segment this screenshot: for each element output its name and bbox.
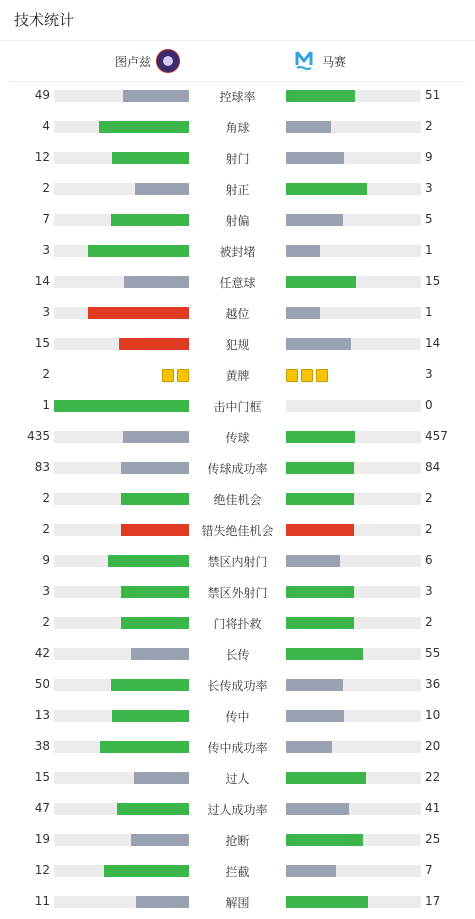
home-stat-bar-fill [54, 400, 189, 412]
home-stat-value: 9 [42, 553, 50, 567]
yellow-card-icon [177, 369, 189, 382]
stat-row [0, 484, 475, 515]
yellow-card-icon [316, 369, 328, 382]
home-stat-bar [54, 772, 189, 784]
away-stat-bar [286, 152, 421, 164]
stat-label: 控球率 [219, 90, 256, 104]
away-stat-bar-fill [286, 431, 355, 443]
away-stat-value: 55 [425, 646, 441, 660]
stat-label: 传球 [225, 431, 250, 445]
home-stat-bar-fill [131, 648, 189, 660]
home-stat-value: 2 [42, 615, 50, 629]
home-stat-value: 12 [34, 150, 50, 164]
home-stat-value: 42 [34, 646, 50, 660]
away-stat-bar [286, 772, 421, 784]
away-stat-value: 5 [425, 212, 433, 226]
stat-label: 传中 [225, 710, 250, 724]
page-title: 技术统计 [0, 0, 475, 41]
home-stat-bar [54, 338, 189, 350]
home-stat-bar [54, 493, 189, 505]
yellow-card-icon [286, 369, 298, 382]
away-stat-value: 3 [425, 181, 433, 195]
home-stat-value: 2 [42, 491, 50, 505]
away-stat-value: 7 [425, 863, 433, 877]
home-team-name: 图卢兹 [114, 54, 151, 69]
away-stat-bar-fill [286, 772, 366, 784]
away-stat-bar [286, 834, 421, 846]
away-stat-value: 41 [425, 801, 441, 815]
home-stat-bar-fill [136, 896, 189, 908]
home-stat-value: 49 [34, 88, 50, 102]
stat-label: 射门 [225, 152, 250, 166]
away-stat-value: 1 [425, 243, 433, 257]
stat-label: 禁区内射门 [207, 555, 268, 569]
stat-label: 越位 [225, 307, 250, 321]
away-stat-bar-fill [286, 586, 354, 598]
away-stat-bar-fill [286, 679, 343, 691]
home-stat-value: 15 [34, 770, 50, 784]
away-stat-bar-fill [286, 214, 343, 226]
yellow-card-icon [162, 369, 174, 382]
home-stat-bar [54, 710, 189, 722]
away-stat-bar [286, 276, 421, 288]
home-stat-bar [54, 152, 189, 164]
stat-row [0, 515, 475, 546]
stat-row [0, 298, 475, 329]
stat-row [0, 360, 475, 391]
away-stat-bar [286, 896, 421, 908]
away-stat-bar-fill [286, 710, 344, 722]
away-stat-bar-fill [286, 245, 320, 257]
home-stat-bar-fill [104, 865, 189, 877]
home-stat-bar-fill [119, 338, 189, 350]
away-team-name: 马赛 [322, 54, 347, 69]
home-stat-bar-fill [88, 245, 189, 257]
stat-row [0, 794, 475, 825]
home-stat-value: 14 [34, 274, 50, 288]
away-stat-bar [286, 710, 421, 722]
away-stat-bar-fill [286, 276, 356, 288]
stat-row [0, 608, 475, 639]
stat-label: 禁区外射门 [207, 586, 268, 600]
away-stat-value: 0 [425, 398, 433, 412]
home-stat-bar-fill [88, 307, 189, 319]
away-stat-value: 2 [425, 522, 433, 536]
stat-row [0, 205, 475, 236]
stat-label: 角球 [225, 121, 250, 135]
away-stat-bar [286, 307, 421, 319]
away-stat-bar [286, 741, 421, 753]
away-stat-bar-fill [286, 617, 354, 629]
stat-label: 任意球 [219, 276, 256, 290]
home-stat-bar-fill [111, 214, 189, 226]
stat-row [0, 391, 475, 422]
home-stat-value: 3 [42, 305, 50, 319]
stat-row [0, 546, 475, 577]
stat-label: 长传成功率 [207, 679, 268, 693]
away-stat-value: 84 [425, 460, 441, 474]
home-stat-value: 3 [42, 584, 50, 598]
home-stat-bar-fill [99, 121, 189, 133]
home-stat-value: 435 [27, 429, 50, 443]
stat-label: 射正 [225, 183, 250, 197]
stat-label: 被封堵 [219, 245, 256, 259]
away-stat-bar [286, 400, 421, 412]
away-stat-bar-fill [286, 183, 367, 195]
home-stat-bar-fill [108, 555, 189, 567]
away-stat-bar [286, 493, 421, 505]
away-stat-bar-fill [286, 338, 351, 350]
away-stat-value: 1 [425, 305, 433, 319]
home-stat-bar-fill [112, 152, 189, 164]
stat-row [0, 639, 475, 670]
away-stat-bar-fill [286, 524, 354, 536]
home-stat-bar-fill [121, 617, 189, 629]
away-stat-bar [286, 648, 421, 660]
stat-label: 解围 [225, 896, 250, 910]
stat-label: 长传 [225, 648, 250, 662]
stat-row [0, 112, 475, 143]
home-stat-value: 4 [42, 119, 50, 133]
home-stat-bar-fill [111, 679, 189, 691]
away-stat-bar [286, 214, 421, 226]
stat-label: 抢断 [225, 834, 250, 848]
stat-row [0, 174, 475, 205]
home-stat-value: 38 [34, 739, 50, 753]
home-stat-bar-fill [100, 741, 189, 753]
home-stat-value: 13 [34, 708, 50, 722]
stat-row [0, 701, 475, 732]
away-stat-bar [286, 338, 421, 350]
stat-row [0, 763, 475, 794]
stat-row [0, 887, 475, 918]
home-stat-value: 83 [34, 460, 50, 474]
stat-label: 过人 [225, 772, 250, 786]
home-stat-bar-fill [123, 90, 189, 102]
away-stat-bar [286, 183, 421, 195]
stat-row [0, 577, 475, 608]
away-stat-value: 15 [425, 274, 441, 288]
team-header [10, 41, 465, 82]
home-stat-bar [54, 431, 189, 443]
home-stat-bar [54, 896, 189, 908]
away-stat-bar [286, 865, 421, 877]
stat-label: 传球成功率 [207, 462, 268, 476]
away-stat-value: 51 [425, 88, 441, 102]
stat-label: 过人成功率 [207, 803, 268, 817]
marseille-crest-icon [292, 49, 316, 73]
home-stat-bar [54, 586, 189, 598]
stat-row [0, 81, 475, 112]
home-stat-bar-fill [121, 462, 189, 474]
home-stat-bar-fill [121, 586, 189, 598]
home-stat-bar [54, 307, 189, 319]
away-stat-value: 6 [425, 553, 433, 567]
away-stat-bar [286, 121, 421, 133]
stat-label: 射偏 [225, 214, 250, 228]
away-stat-bar-fill [286, 493, 354, 505]
away-team[interactable] [292, 48, 346, 74]
away-stat-bar [286, 431, 421, 443]
away-stat-bar [286, 524, 421, 536]
home-stat-value: 47 [34, 801, 50, 815]
home-stat-value: 1 [42, 398, 50, 412]
away-stat-value: 3 [425, 367, 433, 381]
away-stat-value: 20 [425, 739, 441, 753]
away-stat-bar-fill [286, 896, 368, 908]
home-stat-bar-fill [135, 183, 189, 195]
away-stat-bar-fill [286, 865, 336, 877]
stat-label: 绝佳机会 [213, 493, 262, 507]
away-yellow-cards [286, 369, 328, 382]
away-stat-value: 17 [425, 894, 441, 908]
home-stat-value: 15 [34, 336, 50, 350]
home-stat-value: 11 [34, 894, 50, 908]
away-stat-value: 2 [425, 615, 433, 629]
home-stat-value: 2 [42, 181, 50, 195]
away-stat-bar [286, 555, 421, 567]
home-stat-bar [54, 400, 189, 412]
home-stat-bar [54, 276, 189, 288]
home-stat-value: 19 [34, 832, 50, 846]
away-stat-bar [286, 90, 421, 102]
away-stat-value: 2 [425, 491, 433, 505]
away-stat-bar-fill [286, 121, 331, 133]
away-stat-value: 25 [425, 832, 441, 846]
away-stat-value: 3 [425, 584, 433, 598]
home-stat-bar [54, 648, 189, 660]
home-stat-value: 2 [42, 367, 50, 381]
stat-label: 拦截 [225, 865, 250, 879]
home-stat-value: 2 [42, 522, 50, 536]
away-stat-bar [286, 803, 421, 815]
home-stat-bar [54, 245, 189, 257]
home-stat-bar-fill [117, 803, 189, 815]
stat-row [0, 670, 475, 701]
stat-label: 传中成功率 [207, 741, 268, 755]
home-stat-bar [54, 803, 189, 815]
home-stat-bar [54, 214, 189, 226]
toulouse-crest-icon [156, 49, 180, 73]
home-stat-bar [54, 90, 189, 102]
home-stat-bar [54, 679, 189, 691]
away-stat-value: 9 [425, 150, 433, 164]
away-stat-bar-fill [286, 741, 332, 753]
stat-row [0, 267, 475, 298]
home-stat-value: 12 [34, 863, 50, 877]
stat-row [0, 422, 475, 453]
away-stat-bar [286, 462, 421, 474]
home-stat-bar-fill [121, 493, 189, 505]
home-stat-value: 7 [42, 212, 50, 226]
home-stat-bar [54, 183, 189, 195]
away-stat-value: 36 [425, 677, 441, 691]
home-stat-bar-fill [131, 834, 189, 846]
away-stat-bar-fill [286, 307, 320, 319]
stat-label: 门将扑救 [213, 617, 262, 631]
away-stat-bar [286, 586, 421, 598]
away-stat-bar [286, 245, 421, 257]
home-stat-bar-fill [121, 524, 189, 536]
stat-row [0, 143, 475, 174]
away-stat-bar-fill [286, 834, 363, 846]
away-stat-value: 2 [425, 119, 433, 133]
stat-row [0, 236, 475, 267]
home-stat-bar [54, 741, 189, 753]
home-stat-bar-fill [123, 431, 189, 443]
stat-row [0, 732, 475, 763]
away-stat-value: 10 [425, 708, 441, 722]
home-team[interactable] [115, 48, 180, 74]
yellow-card-icon [301, 369, 313, 382]
home-stat-bar-fill [124, 276, 189, 288]
stat-row [0, 453, 475, 484]
home-stat-bar [54, 617, 189, 629]
away-stat-bar-fill [286, 462, 354, 474]
home-stat-bar [54, 834, 189, 846]
home-stat-bar [54, 865, 189, 877]
away-stat-bar-fill [286, 648, 363, 660]
home-stat-bar-fill [134, 772, 189, 784]
stat-row [0, 825, 475, 856]
stat-label: 击中门框 [213, 400, 262, 414]
home-yellow-cards [162, 369, 189, 382]
away-stat-value: 457 [425, 429, 448, 443]
away-stat-bar [286, 617, 421, 629]
home-stat-bar [54, 555, 189, 567]
stat-label: 错失绝佳机会 [201, 524, 274, 538]
home-stat-bar [54, 121, 189, 133]
home-stat-bar-fill [112, 710, 189, 722]
away-stat-bar-fill [286, 152, 344, 164]
away-stat-value: 22 [425, 770, 441, 784]
away-stat-value: 14 [425, 336, 441, 350]
away-stat-bar-fill [286, 803, 349, 815]
home-stat-bar [54, 524, 189, 536]
home-stat-bar [54, 462, 189, 474]
home-stat-value: 3 [42, 243, 50, 257]
away-stat-bar [286, 679, 421, 691]
away-stat-bar-fill [286, 90, 355, 102]
home-stat-value: 50 [34, 677, 50, 691]
stat-row [0, 856, 475, 887]
stat-label: 黄牌 [225, 369, 250, 383]
away-stat-bar-fill [286, 555, 340, 567]
stat-row [0, 329, 475, 360]
stat-label: 犯规 [225, 338, 250, 352]
